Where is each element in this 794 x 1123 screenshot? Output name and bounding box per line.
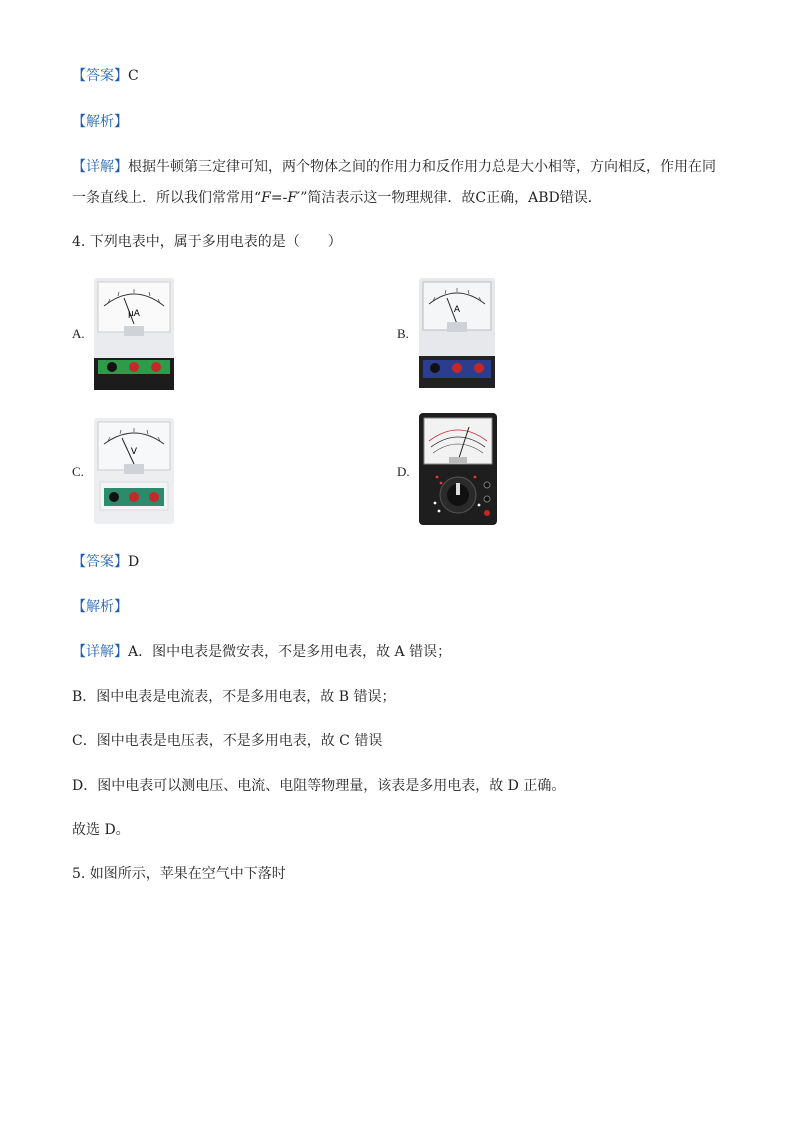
answer-tag: 【答案】 — [72, 68, 128, 84]
detail-text-a: 一条直线上．所以我们常常用“ — [72, 190, 262, 206]
ammeter-image — [419, 278, 495, 388]
option-c-label: C. — [72, 464, 84, 479]
option-d-label: D. — [397, 464, 410, 479]
detail-text-a: A．图中电表是微安表，不是多用电表，故 A 错误； — [128, 644, 452, 660]
option-a-label: A. — [72, 326, 85, 341]
q5-question: 5. 如图所示，苹果在空气中下落时 — [72, 866, 286, 882]
meter-unit-a: μA — [128, 309, 140, 319]
detail-tag: 【详解】 — [72, 159, 128, 175]
meter-unit-b: A — [453, 305, 461, 315]
answer-tag: 【答案】 — [72, 554, 128, 570]
detail-text-b: ”简洁表示这一物理规律．故C正确，ABD错误． — [300, 190, 602, 206]
answer-value: D — [128, 554, 140, 570]
q4-detail-a — [72, 642, 451, 662]
analysis-tag: 【解析】 — [72, 599, 128, 615]
q3-detail-line2 — [72, 188, 602, 208]
q3-answer-line — [72, 66, 139, 86]
microammeter-image — [94, 278, 174, 390]
detail-formula: F=-F′ — [261, 190, 301, 206]
q4-conclusion: 故选 D。 — [72, 822, 130, 838]
q3-detail-line1 — [72, 157, 716, 177]
analysis-tag: 【解析】 — [72, 114, 128, 130]
q4-detail-c: C．图中电表是电压表，不是多用电表，故 C 错误 — [72, 733, 383, 749]
meter-unit-c: V — [130, 447, 138, 457]
detail-text: 根据牛顿第三定律可知，两个物体之间的作用力和反作用力总是大小相等，方向相反，作用在同 — [128, 159, 716, 175]
q4-question: 4. 下列电表中，属于多用电表的是（ ） — [72, 234, 342, 250]
option-b-label: B. — [397, 326, 409, 341]
q4-answer-line — [72, 552, 139, 572]
multimeter-image — [419, 413, 497, 525]
q4-detail-b: B．图中电表是电流表，不是多用电表，故 B 错误； — [72, 689, 396, 705]
voltmeter-image — [94, 418, 174, 524]
answer-value: C — [128, 68, 139, 84]
detail-tag: 【详解】 — [72, 644, 128, 660]
q4-detail-d: D．图中电表可以测电压、电流、电阻等物理量，该表是多用电表，故 D 正确。 — [72, 778, 566, 794]
